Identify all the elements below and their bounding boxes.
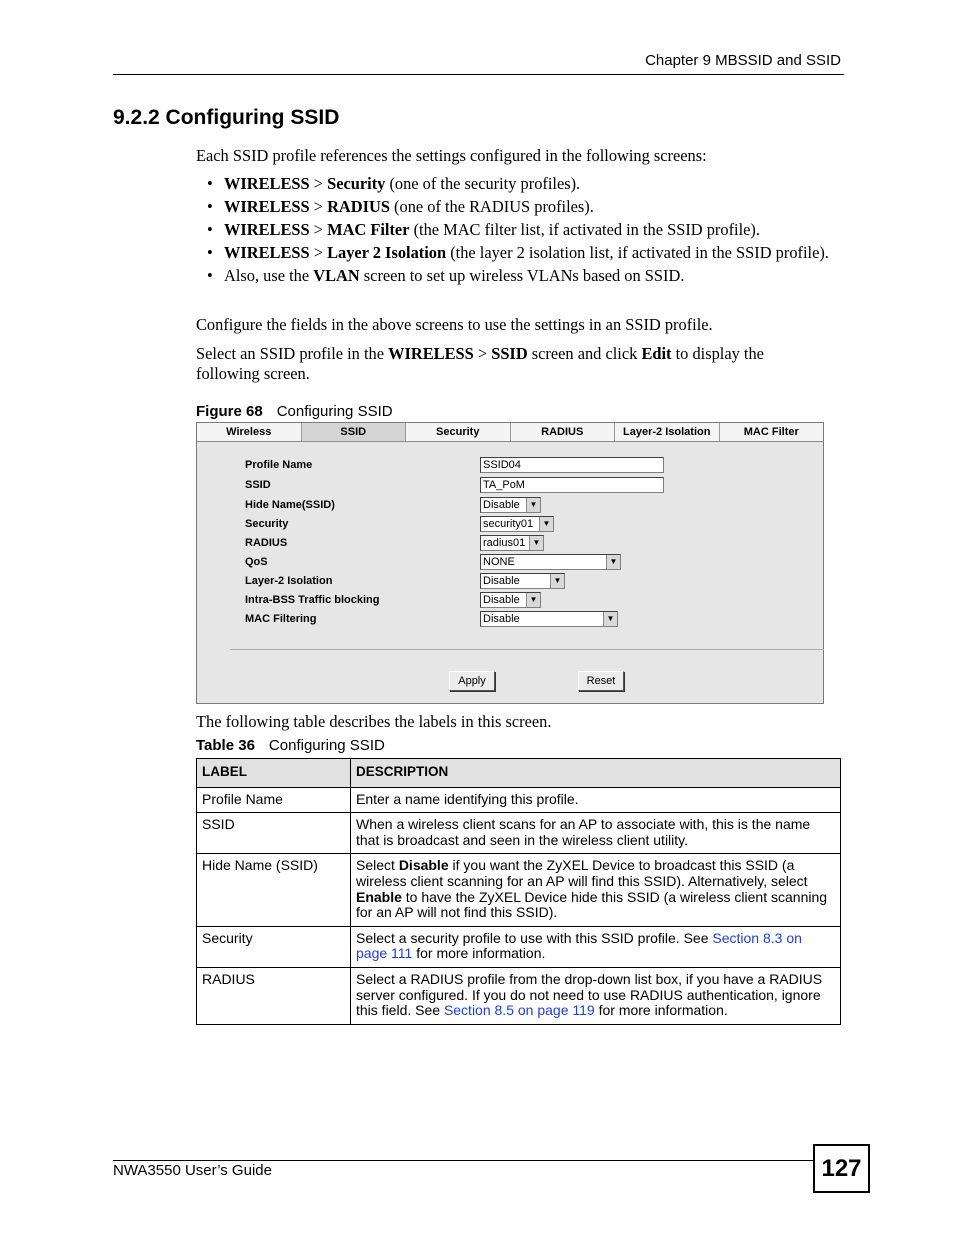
tab-layer2-isolation[interactable]: Layer-2 Isolation	[615, 423, 720, 441]
table-row	[197, 967, 841, 1024]
chevron-down-icon: ▼	[529, 536, 543, 550]
qos-select[interactable]: NONE ▼	[480, 554, 621, 570]
chevron-down-icon: ▼	[526, 498, 540, 512]
qos-label: QoS	[245, 556, 268, 568]
ssid-input[interactable]: TA_PoM	[480, 477, 664, 493]
chapter-header: Chapter 9 MBSSID and SSID	[645, 52, 841, 69]
list-item: • WIRELESS > Security (one of the security profiles).	[207, 174, 581, 193]
ssid-config-screenshot	[196, 422, 824, 704]
row-description: Select Disable if you want the ZyXEL Device to broadcast this SSID (a wireless client scanning for an AP will find this SSID). Alternatively, select Enable to have the ZyXEL Device hide this SSID (a wireless client scanning for an AP will not find this SSID).	[351, 854, 841, 926]
table-intro-paragraph: The following table describes the labels in this screen.	[196, 712, 552, 731]
intra-bss-select[interactable]: Disable ▼	[480, 592, 541, 608]
apply-button[interactable]: Apply	[449, 671, 495, 691]
column-header-description: DESCRIPTION	[351, 759, 841, 788]
chevron-down-icon: ▼	[603, 612, 617, 626]
table-row	[197, 854, 841, 926]
reset-button[interactable]: Reset	[578, 671, 624, 691]
tab-mac-filter[interactable]: MAC Filter	[720, 423, 824, 441]
mac-filtering-select[interactable]: Disable ▼	[480, 611, 618, 627]
row-description: Select a security profile to use with this SSID profile. See Section 8.3 on page 111 for more information.	[351, 926, 841, 967]
security-select[interactable]: security01 ▼	[480, 516, 554, 532]
table-header-row	[197, 759, 841, 788]
hide-name-select[interactable]: Disable ▼	[480, 497, 541, 513]
tab-bar	[197, 423, 823, 442]
section-title: 9.2.2 Configuring SSID	[113, 106, 340, 129]
column-header-label: LABEL	[197, 759, 351, 788]
radius-label: RADIUS	[245, 537, 288, 549]
screen-list	[196, 174, 836, 289]
intro-paragraph: Each SSID profile references the settings configured in the following screens:	[196, 146, 707, 165]
row-description: Enter a name identifying this profile.	[351, 787, 841, 813]
chevron-down-icon: ▼	[539, 517, 553, 531]
row-label: SSID	[197, 813, 351, 854]
tab-security[interactable]: Security	[406, 423, 511, 441]
profile-name-label: Profile Name	[245, 459, 313, 471]
chevron-down-icon: ▼	[606, 555, 620, 569]
intra-bss-label: Intra-BSS Traffic blocking	[245, 594, 380, 606]
table-row	[197, 813, 841, 854]
layer2-isolation-select[interactable]: Disable ▼	[480, 573, 565, 589]
label-description-table	[196, 758, 841, 1025]
row-label: RADIUS	[197, 967, 351, 1024]
row-description: When a wireless client scans for an AP to associate with, this is the name that is broadcast and seen in the wireless client utility.	[351, 813, 841, 854]
row-label: Security	[197, 926, 351, 967]
tab-ssid[interactable]: SSID	[302, 423, 407, 441]
layer2-isolation-label: Layer-2 Isolation	[245, 575, 333, 587]
select-paragraph: Select an SSID profile in the WIRELESS > SSID screen and click Edit to display the following screen.	[196, 344, 764, 383]
configure-paragraph: Configure the fields in the above screens to use the settings in an SSID profile.	[196, 315, 713, 334]
tab-wireless[interactable]: Wireless	[197, 423, 302, 441]
table-row	[197, 926, 841, 967]
row-description: Select a RADIUS profile from the drop-down list box, if you have a RADIUS server configured. If you do not need to use RADIUS authentication, ignore this field. See Section 8.5 on page 119 for more information.	[351, 967, 841, 1024]
row-label: Hide Name (SSID)	[197, 854, 351, 926]
hide-name-label: Hide Name(SSID)	[245, 499, 335, 511]
mac-filtering-label: MAC Filtering	[245, 613, 317, 625]
security-label: Security	[245, 518, 289, 530]
list-item: • WIRELESS > Layer 2 Isolation (the layer 2 isolation list, if activated in the SSID profile).	[207, 243, 829, 262]
footer-rule	[113, 1160, 813, 1161]
footer-guide-title: NWA3550 User’s Guide	[113, 1162, 272, 1179]
header-rule	[113, 74, 844, 75]
table-caption: Table 36 Configuring SSID	[196, 737, 385, 754]
list-item: • WIRELESS > MAC Filter (the MAC filter list, if activated in the SSID profile).	[207, 220, 760, 239]
chevron-down-icon: ▼	[550, 574, 564, 588]
section-link[interactable]: Section 8.3 on page 111	[356, 929, 802, 962]
list-item: • Also, use the VLAN screen to set up wireless VLANs based on SSID.	[207, 266, 685, 285]
page-number: 127	[813, 1144, 870, 1193]
row-label: Profile Name	[197, 787, 351, 813]
ssid-label: SSID	[245, 479, 271, 491]
figure-caption: Figure 68 Configuring SSID	[196, 403, 393, 420]
radius-select[interactable]: radius01 ▼	[480, 535, 544, 551]
tab-radius[interactable]: RADIUS	[511, 423, 616, 441]
section-link[interactable]: Section 8.5 on page 119	[443, 1002, 595, 1019]
list-item: • WIRELESS > RADIUS (one of the RADIUS profiles).	[207, 197, 594, 216]
chevron-down-icon: ▼	[526, 593, 540, 607]
table-row	[197, 787, 841, 813]
profile-name-input[interactable]: SSID04	[480, 457, 664, 473]
form-divider	[230, 649, 824, 650]
